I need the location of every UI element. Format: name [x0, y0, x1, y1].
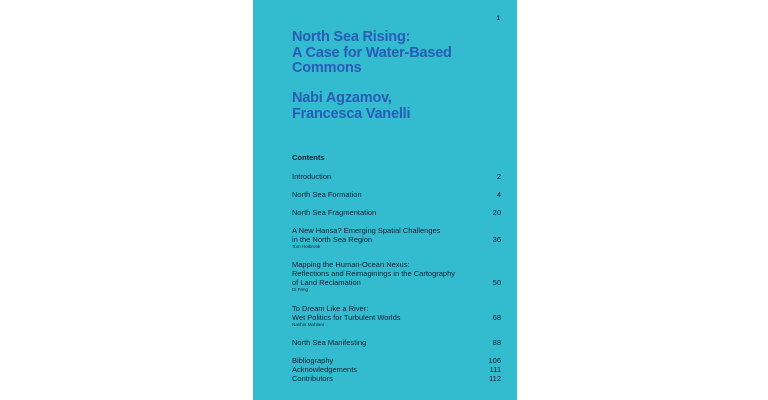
toc-title: Introduction	[292, 172, 332, 181]
toc-page: 68	[492, 313, 501, 322]
toc-page: 88	[492, 338, 501, 347]
toc-author: Nashin Mahtani	[292, 322, 324, 327]
toc-title: To Dream Like a River:	[292, 304, 369, 313]
toc-page: 20	[492, 208, 501, 217]
author-line: Francesca Vanelli	[292, 105, 411, 122]
toc-title: Wet Politics for Turbulent Worlds	[292, 313, 401, 322]
toc-page: 111	[489, 365, 501, 374]
toc-page: 4	[496, 190, 501, 199]
toc-title: A New Hansa? Emerging Spatial Challenges	[292, 226, 441, 235]
toc-page: 50	[492, 278, 501, 287]
toc-title: North Sea Formation	[292, 190, 362, 199]
toc-entry	[292, 172, 501, 181]
toc-page: 2	[496, 172, 501, 181]
toc-entry	[292, 208, 501, 217]
toc-entry	[292, 226, 501, 250]
page-number: 1	[496, 16, 500, 22]
toc-title: Mapping the Human-Ocean Nexus:	[292, 260, 410, 269]
toc-entry	[292, 304, 501, 328]
title-line: A Case for Water-Based	[292, 44, 452, 61]
author-line: Nabi Agzamov,	[292, 90, 392, 106]
title-line: Commons	[292, 60, 362, 76]
toc-entry	[292, 260, 501, 293]
title-line: North Sea Rising:	[292, 29, 411, 45]
toc-entry	[292, 374, 501, 383]
toc-title: North Sea Manifesting	[292, 338, 367, 347]
toc-entry	[292, 365, 501, 374]
toc-title: Acknowledgements	[292, 365, 358, 374]
toc-entry	[292, 338, 501, 347]
book-page	[253, 0, 517, 400]
book-authors	[292, 91, 410, 122]
toc-page: 106	[488, 356, 501, 365]
toc-page: 36	[492, 235, 501, 244]
toc-title: of Land Reclamation	[292, 278, 361, 287]
toc-page: 112	[489, 374, 501, 383]
toc-entry	[292, 356, 501, 365]
toc-title: Reflections and Reimaginings in the Cartography	[292, 269, 456, 278]
toc-author: Di Feng	[292, 287, 309, 292]
book-title	[292, 30, 452, 77]
contents-heading: Contents	[292, 153, 325, 162]
toc-title: in the North Sea Region	[292, 235, 373, 244]
toc-entry	[292, 190, 501, 199]
toc-author: Tom Holbrook	[292, 244, 321, 249]
toc-title: North Sea Fragmentation	[292, 208, 377, 217]
toc-title: Contributors	[292, 374, 333, 383]
toc-title: Bibliography	[292, 356, 334, 365]
